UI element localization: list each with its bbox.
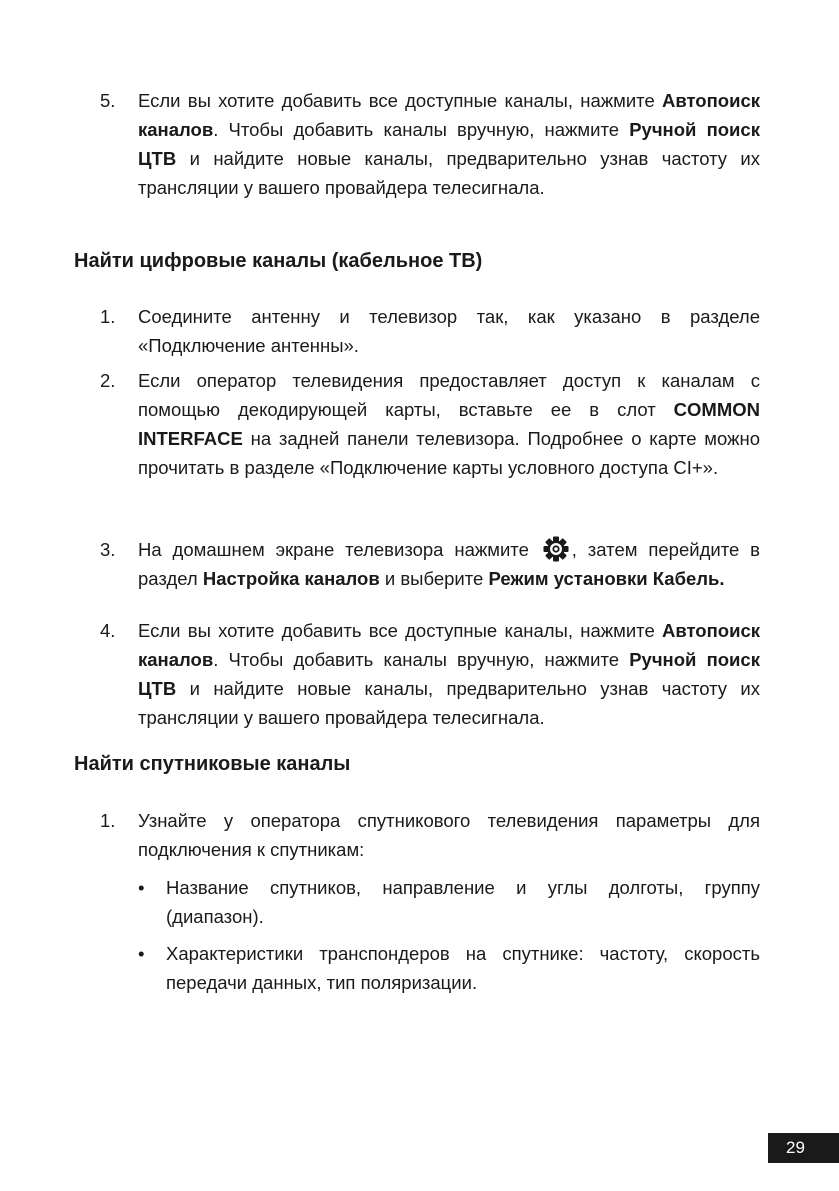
bullet-dot: • xyxy=(138,877,145,898)
auto-search-label: Автопоиск каналов xyxy=(138,90,760,140)
gear-icon xyxy=(540,536,572,562)
cable-step-2 xyxy=(100,366,760,482)
step-number: 5. xyxy=(100,90,116,111)
step-number: 1. xyxy=(100,810,116,831)
step-number: 2. xyxy=(100,370,116,391)
step-text: Если оператор телевидения предоставляет доступ к каналам с помощью декодирующей карты, вставьте ее в слот COMMON INTERFACE на задней панели телевизора. Подробнее о карте можно прочитать в разделе «Подключение карты условного доступа CI+». xyxy=(138,370,760,478)
step-text: Соедините антенну и телевизор так, как указано в разделе «Подключение антенны». xyxy=(138,306,760,356)
bullet-dot: • xyxy=(138,943,145,964)
step-number: 3. xyxy=(100,539,116,560)
satellite-step-1 xyxy=(100,806,760,864)
bullet-text: Название спутников, направление и углы долготы, группу (диапазон). xyxy=(166,877,760,927)
manual-search-label: Ручной поиск ЦТВ xyxy=(138,649,760,699)
bullet-text: Характеристики транспондеров на спутнике: частоту, скорость передачи данных, тип поляризации. xyxy=(166,943,760,993)
step-text: На домашнем экране телевизора нажмите , затем перейдите в раздел Настройка каналов и выберите Режим установки Кабель. xyxy=(138,535,760,593)
channel-settings-label: Настройка каналов xyxy=(202,568,380,589)
auto-search-label: Автопоиск каналов xyxy=(138,620,760,670)
section-heading-cable: Найти цифровые каналы (кабельное ТВ) xyxy=(74,250,483,272)
cable-step-4 xyxy=(100,616,760,732)
manual-search-label: Ручной поиск ЦТВ xyxy=(138,119,760,169)
cable-step-3 xyxy=(100,535,760,593)
cable-step-1 xyxy=(100,302,760,360)
step-text: Узнайте у оператора спутникового телевидения параметры для подключения к спутникам: xyxy=(138,810,760,860)
step-number: 1. xyxy=(100,306,116,327)
cable-mode-label: Режим установки Кабель. xyxy=(488,568,725,589)
common-interface-label: COMMON INTERFACE xyxy=(138,399,760,449)
bullet-item xyxy=(138,873,760,931)
section-heading-satellite: Найти спутниковые каналы xyxy=(74,753,351,775)
step-5-digital xyxy=(100,86,760,202)
page-number: 29 xyxy=(768,1133,839,1163)
step-number: 4. xyxy=(100,620,116,641)
bullet-item xyxy=(138,939,760,997)
step-text: Если вы хотите добавить все доступные каналы, нажмите Автопоиск каналов. Чтобы добавить каналы вручную, нажмите Ручной поиск ЦТВ и найдите новые каналы, предварительно узнав частоту их трансляции у вашего провайдера телесигнала. xyxy=(138,620,760,728)
step-text: Если вы хотите добавить все доступные каналы, нажмите Автопоиск каналов. Чтобы добавить каналы вручную, нажмите Ручной поиск ЦТВ и найдите новые каналы, предварительно узнав частоту их трансляции у вашего провайдера телесигнала. xyxy=(138,90,760,198)
